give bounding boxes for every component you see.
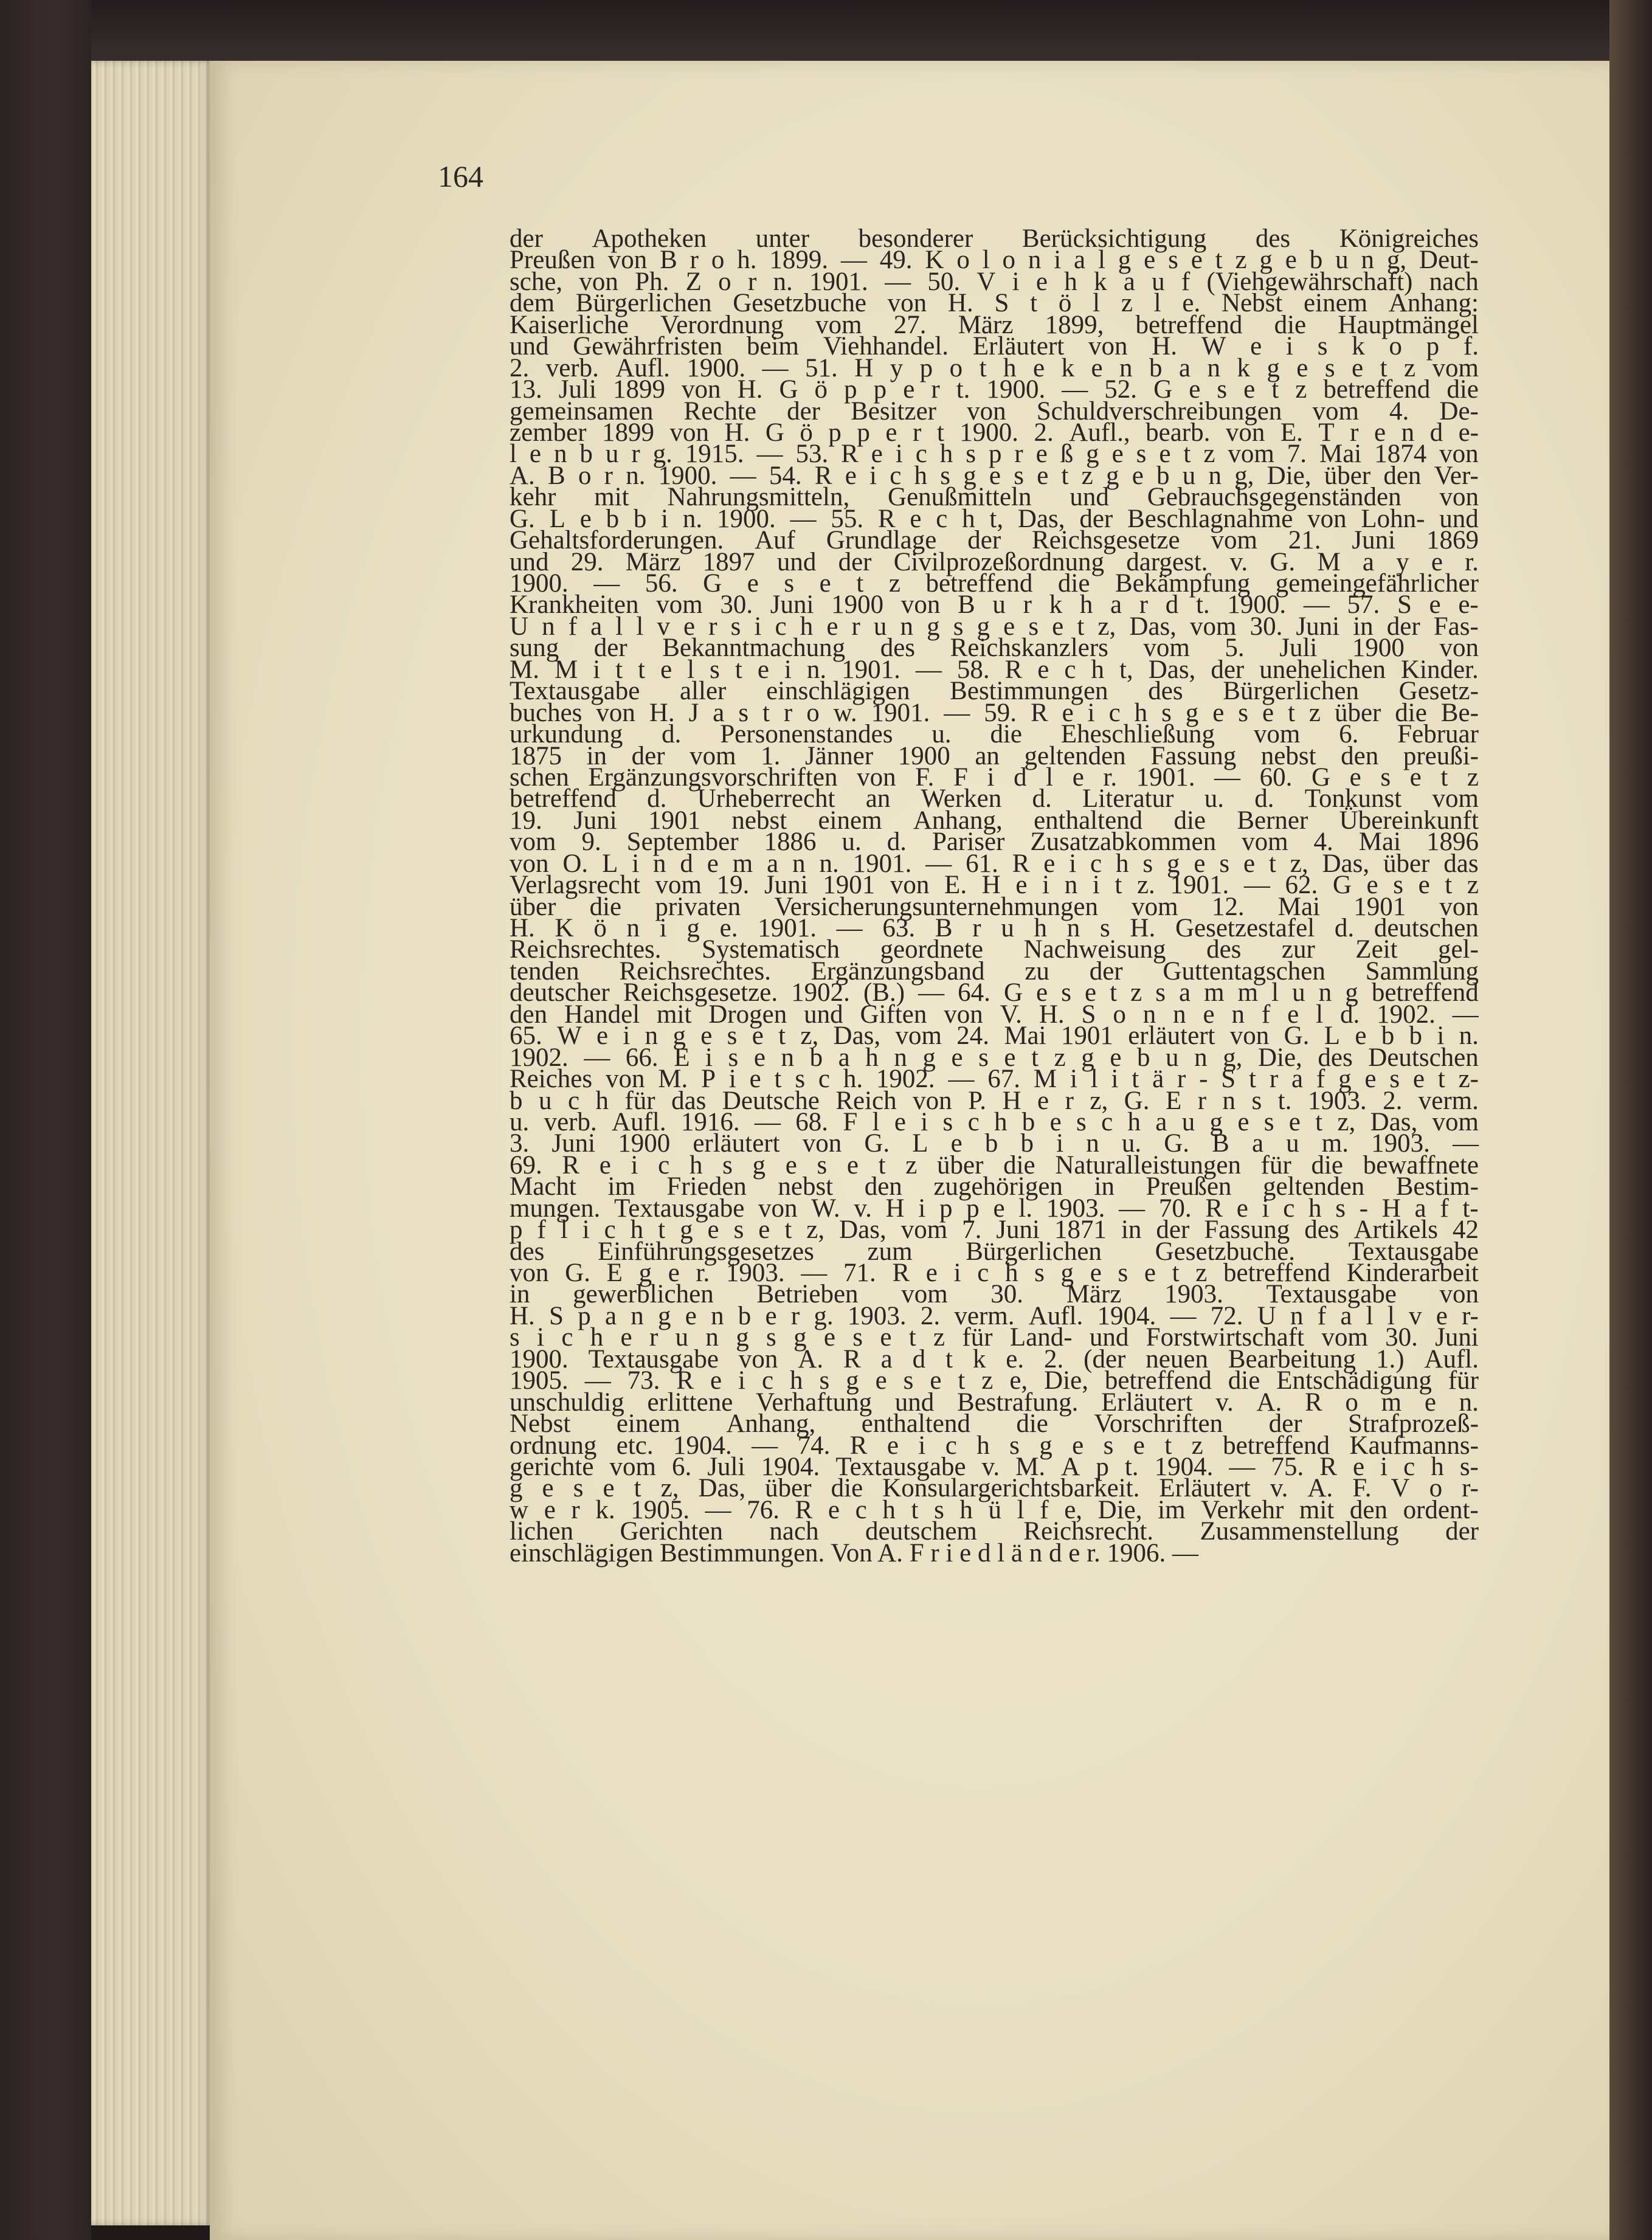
text-line: s i c h e r u n g s g e s e t z für Land- und Forstwirtschaft vom 30. Juni bbox=[510, 1323, 1479, 1352]
text-line: mungen. Textausgabe von W. v. H i p p e l. 1903. — 70. R e i c h s - H a f t- bbox=[510, 1194, 1479, 1223]
text-line: g e s e t z, Das, über die Konsulargerichtsbarkeit. Erläutert v. A. F. V o r- bbox=[510, 1474, 1479, 1503]
text-line: 1875 in der vom 1. Jänner 1900 an geltenden Fassung nebst den preußi- bbox=[510, 741, 1479, 770]
text-line: 69. R e i c h s g e s e t z über die Naturalleistungen für die bewaffnete bbox=[510, 1150, 1479, 1180]
text-line: schen Ergänzungsvorschriften von F. F i d l e r. 1901. — 60. G e s e t z bbox=[510, 762, 1479, 792]
text-line: Krankheiten vom 30. Juni 1900 von B u r k h a r d t. 1900. — 57. S e e- bbox=[510, 590, 1479, 620]
page-edges bbox=[91, 61, 213, 2225]
text-line: U n f a l l v e r s i c h e r u n g s g e s e t z, Das, vom 30. Juni in der Fas- bbox=[510, 612, 1479, 641]
text-line: in gewerblichen Betrieben vom 30. März 1903. Textausgabe von bbox=[510, 1280, 1479, 1309]
text-line: zember 1899 von H. G ö p p e r t 1900. 2. Aufl., bearb. von E. T r e n d e- bbox=[510, 418, 1479, 447]
text-line: H. S p a n g e n b e r g. 1903. 2. verm. Aufl. 1904. — 72. U n f a l l v e r- bbox=[510, 1301, 1479, 1330]
text-line: den Handel mit Drogen und Giften von V. H. S o n n e n f e l d. 1902. — bbox=[510, 1000, 1479, 1029]
text-line: H. K ö n i g e. 1901. — 63. B r u h n s H. Gesetzestafel d. deutschen bbox=[510, 914, 1479, 942]
text-line: deutscher Reichsgesetze. 1902. (B.) — 64. G e s e t z s a m m l u n g betreffend bbox=[510, 978, 1479, 1008]
text-line: der Apotheken unter besonderer Berücksichtigung des Königreiches bbox=[510, 224, 1479, 253]
text-line: u. verb. Aufl. 1916. — 68. F l e i s c h b e s c h a u g e s e t z, Das, vom bbox=[510, 1107, 1479, 1136]
text-line: p f l i c h t g e s e t z, Das, vom 7. Juni 1871 in der Fassung des Artikels 42 bbox=[510, 1215, 1479, 1245]
text-line: 13. Juli 1899 von H. G ö p p e r t. 1900. — 52. G e s e t z betreffend die bbox=[510, 375, 1479, 404]
text-line: 19. Juni 1901 nebst einem Anhang, enthaltend die Berner Übereinkunft bbox=[510, 806, 1479, 835]
text-line: des Einführungsgesetzes zum Bürgerlichen Gesetzbuche. Textausgabe bbox=[510, 1237, 1479, 1266]
book-cover-top bbox=[0, 0, 1652, 67]
text-line: lichen Gerichten nach deutschem Reichsrecht. Zusammenstellung der bbox=[510, 1517, 1479, 1546]
text-line: buches von H. J a s t r o w. 1901. — 59. R e i c h s g e s e t z über die Be- bbox=[510, 698, 1479, 727]
text-line: betreffend d. Urheberrecht an Werken d. Literatur u. d. Tonkunst vom bbox=[510, 784, 1479, 814]
text-line: Macht im Frieden nebst den zugehörigen in Preußen geltenden Bestim- bbox=[510, 1172, 1479, 1201]
text-line: Reiches von M. P i e t s c h. 1902. — 67. M i l i t ä r - S t r a f g e s e t z- bbox=[510, 1065, 1479, 1094]
text-line: unschuldig erlittene Verhaftung und Bestrafung. Erläutert v. A. R o m e n. bbox=[510, 1388, 1479, 1417]
text-line: 1905. — 73. R e i c h s g e s e t z e, Die, betreffend die Entschädigung für bbox=[510, 1366, 1479, 1395]
text-line: sche, von Ph. Z o r n. 1901. — 50. V i e h k a u f (Viehgewährschaft) nach bbox=[510, 267, 1479, 296]
text-line: und Gewährfristen beim Viehhandel. Erläutert von H. W e i s k o p f. bbox=[510, 332, 1479, 361]
text-line: 1900. Textausgabe von A. R a d t k e. 2. (der neuen Bearbeitung 1.) Aufl. bbox=[510, 1344, 1479, 1374]
text-line: Reichsrechtes. Systematisch geordnete Nachweisung des zur Zeit gel- bbox=[510, 935, 1479, 964]
text-line: tenden Reichsrechtes. Ergänzungsband zu der Guttentagschen Sammlung bbox=[510, 956, 1479, 986]
text-block bbox=[510, 224, 1479, 1568]
text-line: Textausgabe aller einschlägigen Bestimmungen des Bürgerlichen Gesetz- bbox=[510, 677, 1479, 706]
text-line: über die privaten Versicherungsunternehmungen vom 12. Mai 1901 von bbox=[510, 892, 1479, 921]
text-line: G. L e b b i n. 1900. — 55. R e c h t, Das, der Beschlagnahme von Lohn- und bbox=[510, 504, 1479, 533]
text-line: gerichte vom 6. Juli 1904. Textausgabe v. M. A p t. 1904. — 75. R e i c h s- bbox=[510, 1452, 1479, 1481]
text-line: vom 9. September 1886 u. d. Pariser Zusatzabkommen vom 4. Mai 1896 bbox=[510, 828, 1479, 857]
text-line: sung der Bekanntmachung des Reichskanzlers vom 5. Juli 1900 von bbox=[510, 634, 1479, 663]
text-line: b u c h für das Deutsche Reich von P. H e r z, G. E r n s t. 1903. 2. verm. bbox=[510, 1086, 1479, 1115]
text-line: 2. verb. Aufl. 1900. — 51. H y p o t h e k e n b a n k g e s e t z vom bbox=[510, 353, 1479, 382]
text-line: von O. L i n d e m a n n. 1901. — 61. R e i c h s g e s e t z, Das, über das bbox=[510, 849, 1479, 878]
text-line: 1902. — 66. E i s e n b a h n g e s e t z g e b u n g, Die, des Deutschen bbox=[510, 1043, 1479, 1072]
text-line: dem Bürgerlichen Gesetzbuche von H. S t ö l z l e. Nebst einem Anhang: bbox=[510, 289, 1479, 318]
text-line: l e n b u r g. 1915. — 53. R e i c h s p r e ß g e s e t z vom 7. Mai 1874 von bbox=[510, 440, 1479, 469]
text-line: 1900. — 56. G e s e t z betreffend die Bekämpfung gemeingefährlicher bbox=[510, 569, 1479, 598]
text-line: gemeinsamen Rechte der Besitzer von Schuldverschreibungen vom 4. De- bbox=[510, 396, 1479, 426]
text-line: Preußen von B r o h. 1899. — 49. K o l o n i a l g e s e t z g e b u n g, Deut- bbox=[510, 246, 1479, 275]
text-line: 3. Juni 1900 erläutert von G. L e b b i n u. G. B a u m. 1903. — bbox=[510, 1129, 1479, 1158]
text-line: Verlagsrecht vom 19. Juni 1901 von E. H e i n i t z. 1901. — 62. G e s e t z bbox=[510, 871, 1479, 900]
book-cover-right bbox=[1609, 0, 1652, 2240]
text-line: Kaiserliche Verordnung vom 27. März 1899, betreffend die Hauptmängel bbox=[510, 310, 1479, 339]
text-line: A. B o r n. 1900. — 54. R e i c h s g e s e t z g e b u n g, Die, über den Ver- bbox=[510, 461, 1479, 490]
text-line: und 29. März 1897 und der Civilprozeßordnung dargest. v. G. M a y e r. bbox=[510, 547, 1479, 576]
text-line: kehr mit Nahrungsmitteln, Genußmitteln und Gebrauchsgegenständen von bbox=[510, 483, 1479, 512]
text-line: von G. E g e r. 1903. — 71. R e i c h s g e s e t z betreffend Kinderarbeit bbox=[510, 1259, 1479, 1287]
text-line: Nebst einem Anhang, enthaltend die Vorschriften der Strafprozeß- bbox=[510, 1409, 1479, 1439]
text-line: urkundung d. Personenstandes u. die Eheschließung vom 6. Februar bbox=[510, 720, 1479, 749]
text-line: einschlägigen Bestimmungen. Von A. F r i e d l ä n d e r. 1906. — bbox=[510, 1538, 1199, 1568]
text-line: Gehaltsforderungen. Auf Grundlage der Reichsgesetze vom 21. Juni 1869 bbox=[510, 526, 1479, 555]
text-line: ordnung etc. 1904. — 74. R e i c h s g e s e t z betreffend Kaufmanns- bbox=[510, 1431, 1479, 1460]
text-line: 65. W e i n g e s e t z, Das, vom 24. Mai 1901 erläutert von G. L e b b i n. bbox=[510, 1021, 1479, 1051]
page-number: 164 bbox=[438, 159, 483, 193]
book-cover-left bbox=[0, 0, 91, 2240]
text-line: w e r k. 1905. — 76. R e c h t s h ü l f e, Die, im Verkehr mit den ordent- bbox=[510, 1495, 1479, 1524]
text-line: M. M i t t e l s t e i n. 1901. — 58. R e c h t, Das, der unehelichen Kinder. bbox=[510, 655, 1479, 684]
